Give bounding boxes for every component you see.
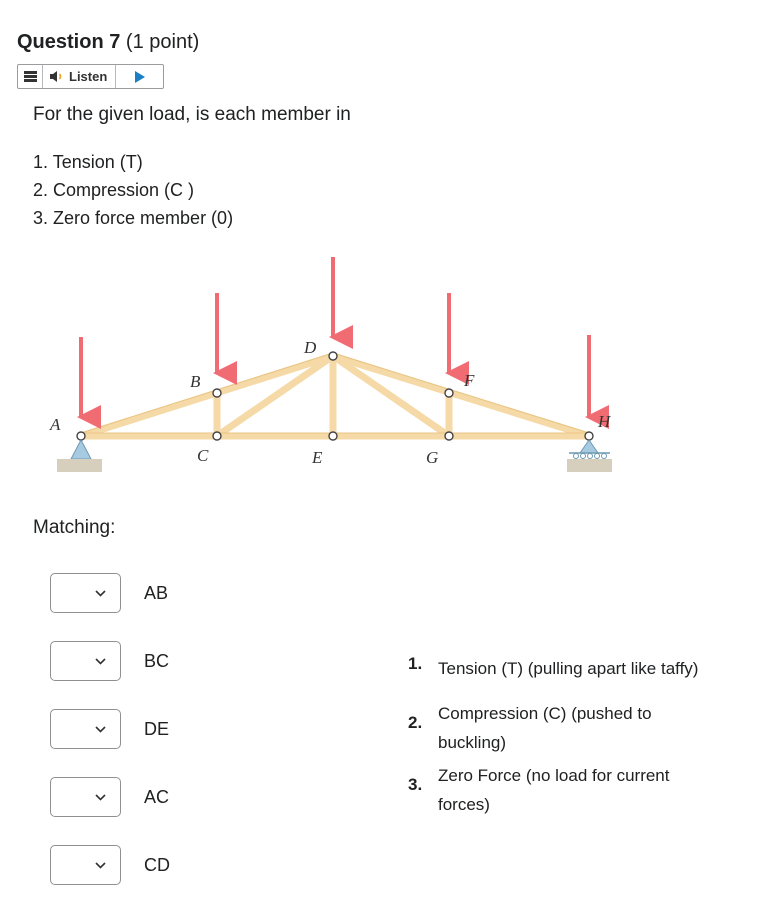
listen-label: Listen: [69, 69, 108, 84]
label-h: H: [598, 412, 611, 431]
answer-text: Zero Force (no load for current forces): [438, 766, 670, 814]
pin-support: [57, 440, 102, 472]
label-c: C: [197, 446, 209, 465]
question-points: (1 point): [125, 31, 200, 53]
joint-f: [445, 389, 453, 397]
truss-diagram: [44, 245, 624, 485]
label-g: G: [426, 448, 439, 467]
answer-text: Compression (C) (pushed to buckling): [438, 704, 652, 752]
match-select-de[interactable]: [50, 709, 121, 749]
option-zero-force: 3. Zero force member (0): [33, 208, 234, 228]
play-icon: [134, 71, 145, 83]
match-select-bc[interactable]: [50, 641, 121, 681]
left-top-chord: [81, 356, 333, 436]
answer-text: Tension (T) (pulling apart like taffy): [438, 659, 699, 678]
match-select-ab[interactable]: [50, 573, 121, 613]
right-top-chord: [333, 356, 589, 436]
match-item-cd: CD: [144, 855, 170, 875]
match-item-ab: AB: [144, 583, 169, 603]
label-f: F: [464, 371, 475, 390]
chevron-down-icon: [95, 862, 106, 869]
answer-option-tension: [408, 654, 738, 683]
listen-toolbar: [17, 64, 164, 89]
chevron-down-icon: [95, 726, 106, 733]
member-cd: [217, 356, 333, 436]
matching-label: Matching:: [33, 517, 116, 538]
match-item-bc: BC: [144, 651, 170, 671]
chevron-down-icon: [95, 658, 106, 665]
option-tension: 1. Tension (T): [33, 152, 143, 172]
question-number: Question 7: [17, 31, 121, 53]
label-e: E: [312, 448, 323, 467]
chevron-down-icon: [95, 794, 106, 801]
question-title: [17, 31, 199, 54]
joint-h: [585, 432, 593, 440]
speaker-icon: [49, 70, 65, 83]
joint-b: [213, 389, 221, 397]
match-select-cd[interactable]: [50, 845, 121, 885]
answer-number: 2.: [408, 713, 423, 732]
joint-a: [77, 432, 85, 440]
listen-button[interactable]: [43, 65, 116, 88]
match-item-ac: AC: [144, 787, 170, 807]
answer-option-compression: [408, 699, 698, 757]
label-d: D: [304, 338, 317, 357]
member-dg: [333, 356, 449, 436]
play-button[interactable]: [116, 71, 163, 83]
question-prompt: For the given load, is each member in: [33, 104, 351, 125]
menu-icon: [24, 71, 37, 82]
joint-d: [329, 352, 337, 360]
answer-number: 3.: [408, 775, 423, 794]
roller-support: [567, 440, 612, 472]
joint-e: [329, 432, 337, 440]
answer-number: 1.: [408, 654, 423, 673]
match-item-de: DE: [144, 719, 170, 739]
menu-button[interactable]: [18, 65, 43, 88]
truss-members: [81, 356, 589, 436]
option-compression: 2. Compression (C ): [33, 180, 195, 200]
label-b: B: [190, 372, 201, 391]
label-a: A: [50, 415, 61, 434]
joint-g: [445, 432, 453, 440]
joint-c: [213, 432, 221, 440]
match-select-ac[interactable]: [50, 777, 121, 817]
chevron-down-icon: [95, 590, 106, 597]
answer-option-zero-force: [408, 761, 713, 819]
